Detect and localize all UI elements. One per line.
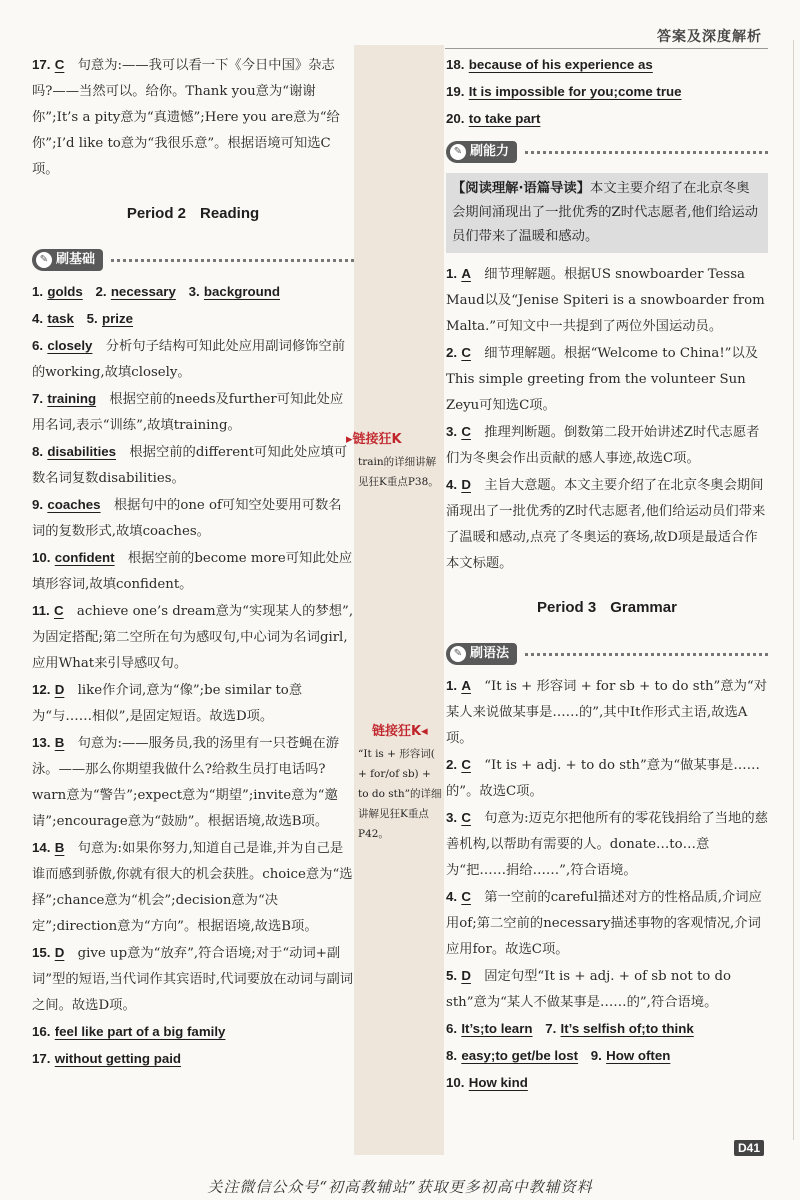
item-explanation: 根据空前的become more可知此处应填形容词,故填confident。	[32, 551, 353, 592]
banner-label: 刷语法	[470, 646, 510, 661]
answer-item	[446, 752, 768, 805]
item-number: 17.	[32, 1051, 51, 1066]
item-number: 10.	[32, 550, 51, 565]
item-number: 17.	[32, 57, 51, 72]
banner-pill	[32, 249, 103, 271]
item-answer: C	[54, 603, 64, 618]
answer-item	[32, 598, 354, 677]
answer-item	[32, 835, 354, 940]
item-explanation: 句意为:迈克尔把他所有的零花钱捐给了当地的慈善机构,以帮助有需要的人。donate…to…意为“把……捐给……”,符合语境。	[446, 811, 768, 878]
item-answer: How often	[606, 1048, 671, 1063]
item-number: 15.	[32, 945, 51, 960]
margin-strip	[354, 45, 444, 1155]
item-answer: to take part	[468, 111, 541, 126]
answer-item	[32, 492, 354, 545]
item-number: 8.	[32, 444, 44, 459]
section-heading	[32, 201, 354, 227]
answer-item	[32, 52, 354, 183]
section-banner	[32, 245, 354, 275]
item-number: 6.	[446, 1021, 458, 1036]
answer-item	[446, 106, 768, 133]
page-edge	[793, 40, 794, 1140]
left-column	[32, 52, 354, 1073]
answer-item	[446, 419, 768, 472]
item-answer: closely	[47, 338, 93, 353]
banner-pill	[446, 643, 517, 665]
item-number: 4.	[446, 889, 458, 904]
item-answer: feel like part of a big family	[54, 1024, 226, 1039]
answer-item	[446, 79, 768, 106]
item-answer: B	[54, 735, 65, 750]
item-answer: It is impossible for you;come true	[468, 84, 682, 99]
item-explanation: like作介词,意为“像”;be similar to意为“与……相似”,是固定短语。故选D项。	[32, 683, 303, 724]
answer-item	[446, 1070, 768, 1097]
pencil-icon: ✎	[450, 646, 466, 662]
item-explanation: 推理判断题。倒数第二段开始讲述Z时代志愿者们为冬奥会作出贡献的感人事迹,故选C项。	[446, 425, 760, 466]
link-tag-2: 链接狂K◂	[372, 724, 428, 739]
item-number: 20.	[446, 111, 465, 126]
item-number: 2.	[95, 284, 107, 299]
section-banner	[446, 137, 768, 167]
item-answer: C	[54, 57, 65, 72]
answer-row	[32, 279, 354, 306]
right-column	[446, 52, 768, 1097]
item-explanation: 主旨大意题。本文主要介绍了在北京冬奥会期间涌现出了一批优秀的Z时代志愿者,他们给运动员们带来了温暖和感动,点亮了冬奥运的赛场,故D项是最适合作本文标题。	[446, 478, 766, 571]
item-answer: golds	[47, 284, 83, 299]
answer-item	[32, 333, 354, 386]
item-answer: easy;to get/be lost	[461, 1048, 579, 1063]
footer-note: 关注微信公众号“初高教辅站”获取更多初高中教辅资料	[207, 1178, 593, 1196]
item-number: 3.	[446, 810, 458, 825]
item-number: 5.	[446, 968, 458, 983]
item-answer: D	[461, 477, 471, 492]
item-answer: C	[461, 424, 471, 439]
item-answer: A	[461, 266, 471, 281]
period-title: Reading	[200, 205, 260, 222]
answer-row	[32, 306, 354, 333]
item-answer: D	[461, 968, 471, 983]
item-answer: disabilities	[47, 444, 117, 459]
item-answer: A	[461, 678, 471, 693]
item-explanation: “It is + 形容词 + for sb + to do sth”意为“对某人来说做某事是……的”,其中It作形式主语,故选A项。	[446, 679, 767, 746]
item-explanation: 句意为:如果你努力,知道自己是谁,并为自己是谁而感到骄傲,你就有很大的机会获胜。choice意为“选择”;chance意为“机会”;decision意为“决定”;direction意为“方向”。根据语境,故选B项。	[32, 841, 353, 934]
item-explanation: 根据句中的one of可知空处要用可数名词的复数形式,故填coaches。	[32, 498, 342, 539]
answer-item	[446, 261, 768, 340]
item-explanation: 第一空前的careful描述对方的性格品质,介词应用of;第二空前的necessary描述事物的客观情况,介词应用for。故选C项。	[446, 890, 762, 957]
answer-item	[32, 386, 354, 439]
item-number: 1.	[446, 678, 458, 693]
item-number: 19.	[446, 84, 465, 99]
item-answer: training	[47, 391, 97, 406]
dotted-rule	[525, 653, 768, 656]
item-answer: B	[54, 840, 65, 855]
period-label: Period 2	[126, 205, 186, 222]
pencil-icon: ✎	[450, 144, 466, 160]
item-explanation: 句意为:——服务员,我的汤里有一只苍蝇在游泳。——那么你期望我做什么?给救生员打电话吗?warn意为“警告”;expect意为“期望”;invite意为“邀请”;encourage意为“鼓励”。根据语境,故选B项。	[32, 736, 339, 829]
section-heading	[446, 595, 768, 621]
link-tag-1: ▸链接狂K	[346, 432, 402, 447]
answer-item	[32, 940, 354, 1019]
item-answer: without getting paid	[54, 1051, 182, 1066]
margin-note-1: train的详细讲解见狂K重点P38。	[358, 456, 439, 488]
answer-item	[446, 884, 768, 963]
banner-label: 刷基础	[56, 252, 96, 267]
answer-item	[32, 677, 354, 730]
page-number: D41	[734, 1140, 764, 1156]
period-label: Period 3	[537, 599, 597, 616]
dotted-rule	[111, 259, 354, 262]
answer-item	[32, 439, 354, 492]
answer-item	[32, 730, 354, 835]
item-number: 4.	[32, 311, 44, 326]
item-number: 18.	[446, 57, 465, 72]
item-number: 14.	[32, 840, 51, 855]
item-answer: C	[461, 757, 471, 772]
item-answer: C	[461, 345, 471, 360]
item-answer: It’s;to learn	[461, 1021, 533, 1036]
item-number: 6.	[32, 338, 44, 353]
item-number: 10.	[446, 1075, 465, 1090]
banner-label: 刷能力	[470, 144, 510, 159]
banner-pill	[446, 141, 517, 163]
item-number: 3.	[188, 284, 200, 299]
item-number: 7.	[545, 1021, 557, 1036]
item-explanation: “It is + adj. + to do sth”意为“做某事是……的”。故选C项。	[446, 758, 760, 799]
item-explanation: achieve one’s dream意为“实现某人的梦想”,为固定搭配;第二空所在句为感叹句,中心词为名词girl,应用What来引导感叹句。	[32, 604, 354, 671]
intro-tag: 【阅读理解·语篇导读】	[452, 181, 591, 196]
item-explanation: 固定句型“It is + adj. + of sb not to do sth”意为“某人不做某事是……的”,符合语境。	[446, 969, 732, 1010]
item-number: 16.	[32, 1024, 51, 1039]
section-banner	[446, 639, 768, 669]
item-answer: confident	[54, 550, 115, 565]
item-number: 7.	[32, 391, 44, 406]
item-explanation: give up意为“放弃”,符合语境;对于“动词+副词”型的短语,当代词作其宾语时,代词要放在动词与副词之间。故选D项。	[32, 946, 354, 1013]
item-explanation: 分析句子结构可知此处应用副词修饰空前的working,故填closely。	[32, 339, 346, 380]
item-number: 1.	[32, 284, 44, 299]
item-number: 12.	[32, 682, 51, 697]
item-number: 11.	[32, 603, 50, 618]
item-answer: It’s selfish of;to think	[560, 1021, 694, 1036]
item-answer: background	[203, 284, 280, 299]
item-explanation: 根据空前的different可知此处应填可数名词复数disabilities。	[32, 445, 348, 486]
item-number: 5.	[86, 311, 98, 326]
item-answer: How kind	[468, 1075, 528, 1090]
item-answer: task	[47, 311, 74, 326]
answer-item	[446, 963, 768, 1016]
item-number: 1.	[446, 266, 458, 281]
item-explanation: 根据空前的needs及further可知此处应用名词,表示“训练”,故填training。	[32, 392, 344, 433]
answer-item	[446, 472, 768, 577]
dotted-rule	[525, 151, 768, 154]
item-explanation: 细节理解题。根据US snowboarder Tessa Maud以及“Jenise Spiteri is a snowboarder from Malta.”可知文中一共提到了两位外国运动员。	[446, 267, 765, 334]
header-title: 答案及深度解析	[657, 29, 762, 45]
answer-item	[446, 340, 768, 419]
answer-row	[446, 1043, 768, 1070]
answer-item	[446, 805, 768, 884]
item-number: 2.	[446, 757, 458, 772]
item-number: 8.	[446, 1048, 458, 1063]
item-answer: D	[54, 682, 65, 697]
item-number: 13.	[32, 735, 51, 750]
margin-note-2: “It is + 形容词( + for/of sb) + to do sth”的详细讲解见狂K重点P42。	[358, 748, 442, 840]
answer-row	[446, 1016, 768, 1043]
item-answer: prize	[101, 311, 134, 326]
answer-item	[32, 1019, 354, 1046]
item-number: 9.	[32, 497, 44, 512]
item-answer: C	[461, 889, 471, 904]
item-explanation: 细节理解题。根据“Welcome to China!”以及This simple greeting from the volunteer Sun Zeyu可知选C项。	[446, 346, 759, 413]
item-explanation: 句意为:——我可以看一下《今日中国》杂志吗?——当然可以。给你。Thank you意为“谢谢你”;It’s a pity意为“真遗憾”;Here you are意为“给你”;I’d like to意为“我很乐意”。根据语境可知选C项。	[32, 58, 340, 177]
intro-text: 本文主要介绍了在北京冬奥会期间涌现出了一批优秀的Z时代志愿者,他们给运动员们带来了温暖和感动。	[452, 181, 758, 244]
item-number: 9.	[590, 1048, 602, 1063]
reading-intro-box	[446, 173, 768, 253]
answer-item	[32, 545, 354, 598]
item-number: 4.	[446, 477, 458, 492]
item-number: 3.	[446, 424, 458, 439]
item-answer: coaches	[47, 497, 101, 512]
pencil-icon: ✎	[36, 252, 52, 268]
item-number: 2.	[446, 345, 458, 360]
answer-item	[446, 52, 768, 79]
answer-item	[446, 673, 768, 752]
period-title: Grammar	[610, 599, 677, 616]
header-rule	[445, 48, 768, 49]
answer-item	[32, 1046, 354, 1073]
item-answer: necessary	[110, 284, 176, 299]
item-answer: because of his experience as	[468, 57, 653, 72]
item-answer: C	[461, 810, 471, 825]
item-answer: D	[54, 945, 65, 960]
